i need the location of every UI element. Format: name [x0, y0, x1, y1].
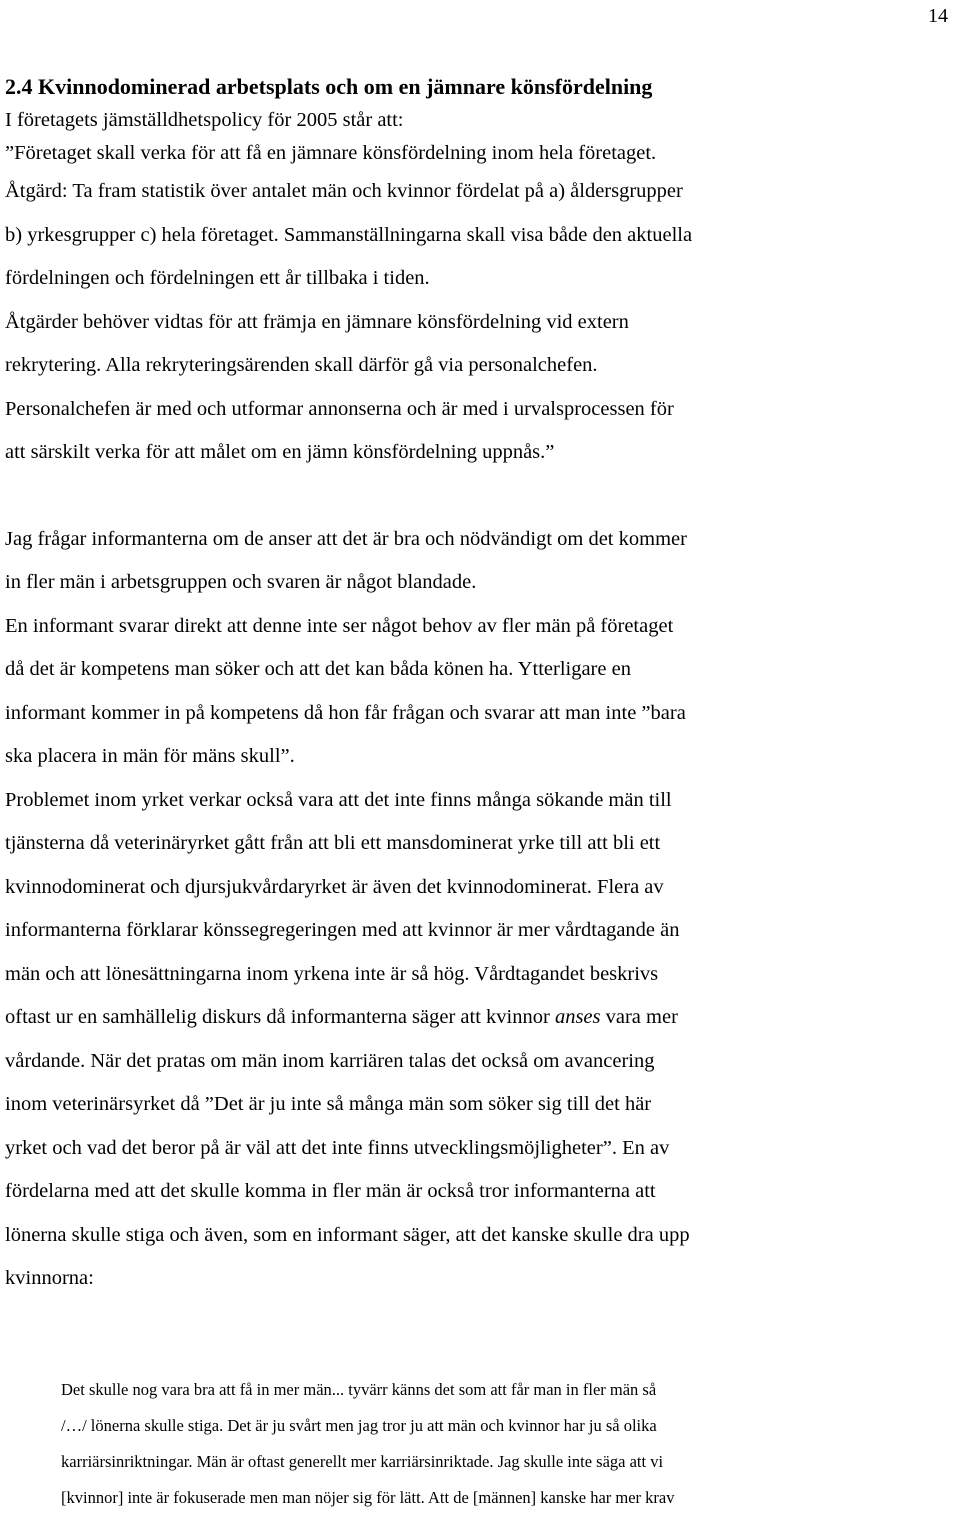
- section-heading: 2.4 Kvinnodominerad arbetsplats och om en jämnare könsfördelning: [5, 74, 653, 99]
- body-line: Problemet inom yrket verkar också vara att det inte finns många sökande män till: [5, 788, 672, 811]
- policy-line: rekrytering. Alla rekryteringsärenden skall därför gå via personalchefen.: [5, 354, 598, 376]
- body-line: Jag frågar informanterna om de anser att det är bra och nödvändigt om det kommer: [5, 527, 687, 550]
- body-line: yrket och vad det beror på är väl att det inte finns utvecklingsmöjligheter”. En av: [5, 1136, 670, 1159]
- block-quote: [61, 1372, 941, 1516]
- policy-line: I företagets jämställdhetspolicy för 2005 står att:: [5, 109, 404, 131]
- paragraph-gap: [5, 475, 950, 518]
- quote-line: [kvinnor] inte är fokuserade men man nöjer sig för lätt. Att de [männen] kanske har mer krav: [61, 1488, 675, 1507]
- body-paragraphs: [5, 518, 950, 1301]
- body-line: informanterna förklarar könssegregeringen med att kvinnor är mer vårdtagande än: [5, 919, 680, 941]
- body-line: inom veterinärsyrket då ”Det är ju inte så många män som söker sig till det här: [5, 1093, 652, 1115]
- italic-word: anses: [554, 1006, 601, 1028]
- body-line-with-italic: [5, 996, 950, 1040]
- policy-line: att särskilt verka för att målet om en jämn könsfördelning uppnås.”: [5, 441, 555, 463]
- body-line: in fler män i arbetsgruppen och svaren är något blandade.: [5, 571, 477, 593]
- body-line: informant kommer in på kompetens då hon får frågan och svarar att man inte ”bara: [5, 701, 686, 724]
- body-line: fördelarna med att det skulle komma in fler män är också tror informanterna att: [5, 1180, 656, 1202]
- policy-line: b) yrkesgrupper c) hela företaget. Sammanställningarna skall visa både den aktuella: [5, 223, 693, 246]
- body-line: kvinnorna:: [5, 1267, 94, 1289]
- text-segment: vara mer: [600, 1006, 678, 1028]
- body-line: då det är kompetens man söker och att det kan båda könen ha. Ytterligare en: [5, 658, 631, 680]
- document-body: [5, 70, 950, 1301]
- quote-line: Det skulle nog vara bra att få in mer män... tyvärr känns det som att får man in fler män så: [61, 1380, 657, 1399]
- body-line: vårdande. När det pratas om män inom karriären talas det också om avancering: [5, 1049, 655, 1072]
- body-line: En informant svarar direkt att denne inte ser något behov av fler män på företaget: [5, 614, 674, 637]
- policy-line: Åtgärd: Ta fram statistik över antalet män och kvinnor fördelat på a) åldersgrupper: [5, 180, 683, 202]
- body-line: lönerna skulle stiga och även, som en informant säger, att det kanske skulle dra upp: [5, 1223, 690, 1246]
- body-line: män och att lönesättningarna inom yrkena inte är så hög. Vårdtagandet beskrivs: [5, 962, 659, 985]
- policy-line: Personalchefen är med och utformar annonserna och är med i urvalsprocessen för: [5, 397, 674, 420]
- page-number: 14: [928, 5, 948, 27]
- body-line: ska placera in män för mäns skull”.: [5, 745, 295, 767]
- text-segment: oftast ur en samhällelig diskurs då informanterna säger att kvinnor: [5, 1006, 555, 1028]
- policy-line: ”Företaget skall verka för att få en jämnare könsfördelning inom hela företaget.: [5, 142, 657, 164]
- policy-line: fördelningen och fördelningen ett år tillbaka i tiden.: [5, 267, 430, 289]
- quote-line: /…/ lönerna skulle stiga. Det är ju svårt men jag tror ju att män och kvinnor har ju så olika: [61, 1416, 657, 1435]
- policy-line: Åtgärder behöver vidtas för att främja en jämnare könsfördelning vid extern: [5, 310, 629, 333]
- body-line: tjänsterna då veterinäryrket gått från att bli ett mansdominerat yrke till att bli ett: [5, 832, 661, 854]
- policy-quote: [5, 104, 950, 475]
- quote-line: karriärsinriktningar. Män är oftast generellt mer karriärsinriktade. Jag skulle inte säga att vi: [61, 1452, 664, 1471]
- body-line: kvinnodominerat och djursjukvårdaryrket är även det kvinnodominerat. Flera av: [5, 875, 664, 898]
